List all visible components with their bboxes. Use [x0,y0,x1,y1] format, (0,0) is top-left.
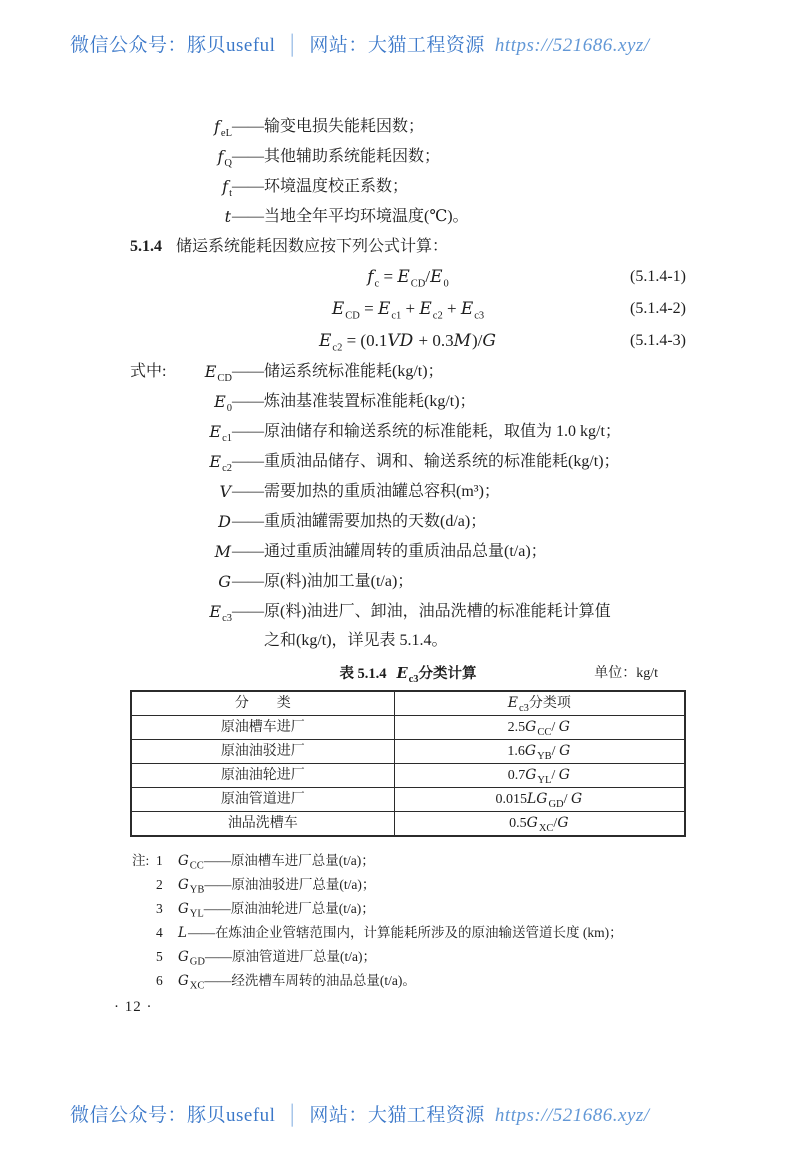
equation-sub: c1 [391,310,402,322]
value-coef: 1.6 [507,744,525,759]
value-subscript: GD [548,798,564,810]
value-slash: / [551,720,559,735]
note-number: 1 [156,853,163,868]
table-label: 表 5.1.4 [339,666,387,682]
definition-dash: —— [204,877,232,892]
note-symbol: G [178,901,189,917]
symbol-subscript: c1 [222,433,232,445]
value-slash: / [551,768,559,783]
watermark-divider: │ [285,1105,300,1126]
symbol [130,567,232,597]
symbol-description: 环境温度校正系数； [264,178,409,195]
value-denominator: G [559,743,571,759]
equation-number: (5.1.4-3) [630,332,686,349]
value-symbol: LG [526,791,548,807]
symbol-letter: E [209,602,222,621]
equation-var: f [367,267,374,287]
note-row [130,873,686,897]
table-row [131,788,685,812]
table-row [131,740,685,764]
note-description: 原油油轮进厂总量(t/a)； [230,901,375,916]
value-cell [394,788,685,812]
equation-op: = [379,267,398,286]
column-header-value [394,691,685,716]
note-description: 原油油驳进厂总量(t/a)； [231,877,376,892]
note-description: 原油槽车进厂总量(t/a)； [230,853,375,868]
symbol-description: 原油储存和输送系统的标准能耗，取值为 1.0 kg/t； [264,423,621,440]
definition-dash: —— [232,178,264,195]
watermark-divider: │ [285,35,300,56]
symbol-definition-row [130,142,686,172]
table-title-text: 分类计算 [418,666,477,682]
document-body [114,112,686,1016]
category-cell: 油品洗槽车 [131,812,394,837]
symbol-subscript: Q [224,158,232,170]
symbol-letter: E [209,452,222,471]
note-symbol: G [178,973,189,989]
note-row [130,921,686,945]
symbol-description: 重质油罐需要加热的天数(d/a)； [264,513,487,530]
watermark-account-text: 微信公众号：豚贝useful [70,35,276,56]
definition-dash: —— [232,393,264,410]
table-row [131,812,685,837]
equation [130,325,686,357]
equation-op: = [359,299,378,318]
table-5-1-4 [130,690,686,837]
table-title-symbol: E [396,665,408,682]
symbol [130,597,232,655]
description-line1: 原(料)油进厂、卸油，油品洗槽的标准能耗计算值 [264,603,611,620]
note-symbol: G [178,853,189,869]
clause-number: 5.1.4 [130,238,162,255]
table-header-row [131,691,685,716]
symbol-letter: M [214,542,231,561]
header-text: 分类项 [528,696,571,711]
symbol-definition-row [130,567,686,597]
note-text [178,873,686,897]
value-denominator: G [558,767,570,783]
symbol-description: 当地全年平均环境温度(℃)。 [264,208,469,225]
symbol [130,142,232,172]
equation [130,261,686,293]
definition-dash: —— [232,453,264,470]
symbol-subscript: CD [217,373,232,385]
note-description: 经洗槽车周转的油品总量(t/a)。 [231,973,416,988]
symbol [130,537,232,567]
where-definition-list [130,357,686,655]
value-cell [394,740,685,764]
definition-dash: —— [232,363,264,380]
note-description: 原油管道进厂总量(t/a)； [231,949,376,964]
symbol-description: 其他辅助系统能耗因数； [264,148,441,165]
symbol-definition-row [130,112,686,142]
value-symbol: G [524,743,537,759]
equation-sub: 0 [443,278,449,290]
watermark-site-text: 网站：大猫工程资源 [309,1105,485,1126]
note-text [178,921,686,945]
equation-sub: c2 [332,342,343,354]
note-row [130,897,686,921]
value-slash: / [563,792,571,807]
value-symbol: G [526,815,538,831]
equation-op: = (0.1 [342,331,388,350]
equation-var: E [430,267,443,287]
symbol [130,417,232,447]
symbol-definition-row [130,507,686,537]
symbol-subscript: t [229,188,232,200]
watermark-account-text: 微信公众号：豚贝useful [70,1105,276,1126]
definition-dash: —— [232,483,264,500]
note-number: 5 [156,949,163,964]
value-subscript: XC [538,822,554,834]
value-denominator: G [571,791,583,807]
definition-dash: —— [203,901,231,916]
value-subscript: YL [537,774,552,786]
note-number: 6 [156,973,163,988]
note-row [130,849,686,873]
equation-op: + [442,299,461,318]
equation-sub: c2 [432,310,443,322]
equation-var: E [419,299,432,319]
value-cell [394,764,685,788]
symbol [130,112,232,142]
symbol-definition-row [130,202,686,232]
symbol [130,477,232,507]
definition-dash: —— [232,543,264,560]
symbol-definition-row [130,447,686,477]
definition-dash: —— [232,148,264,165]
symbol-description [264,597,686,655]
symbol-subscript: 0 [226,403,232,415]
symbol [130,202,232,232]
symbol-description: 输变电损失能耗因数； [264,118,425,135]
where-prefix: 式中: [130,363,167,380]
definition-dash: —— [203,853,231,868]
symbol-description: 需要加热的重质油罐总容积(m³)； [264,483,500,500]
header-subscript: c3 [518,702,529,714]
value-slash: / [553,816,558,831]
equation-var: M [453,331,472,351]
table-unit-label: 单位：kg/t [594,666,658,681]
note-subscript: YL [189,908,204,920]
symbol-definition-list [130,112,686,232]
equation-var: E [397,267,410,287]
note-subscript: XC [189,980,205,992]
symbol-subscript: c3 [222,613,232,625]
column-header-category: 分 类 [131,691,394,716]
clause-title: 储运系统能耗因数应按下列公式计算： [176,238,449,255]
symbol-description: 原(料)油加工量(t/a)； [264,573,414,590]
note-subscript: YB [189,884,205,896]
equation-body [318,331,497,354]
description-line2: 之和(kg/t)，详见表 5.1.4。 [264,632,448,649]
note-label: 注: [132,853,150,868]
note-row [130,969,686,993]
category-cell: 原油油驳进厂 [131,740,394,764]
definition-dash: —— [232,118,264,135]
table-caption [130,662,686,686]
equation-number: (5.1.4-1) [630,268,686,285]
symbol-letter: t [224,207,231,226]
note-symbol: L [178,925,187,941]
equation-block [130,261,686,357]
symbol [130,387,232,417]
note-subscript: GD [189,956,205,968]
clause-heading [130,232,686,261]
symbol-definition-row [130,597,686,655]
watermark-footer [70,1100,650,1127]
value-slash: / [551,744,560,759]
table-row [131,764,685,788]
symbol [130,172,232,202]
equation [130,293,686,325]
symbol-letter: E [204,362,217,381]
symbol [130,507,232,537]
symbol-description: 重质油品储存、调和、输送系统的标准能耗(kg/t)； [264,453,620,470]
value-denominator: G [557,815,569,831]
symbol-definition-row [130,172,686,202]
equation-var: E [377,299,391,319]
equation-sub: c [374,278,380,290]
symbol-definition-row [130,417,686,447]
watermark-url: https://521686.xyz/ [494,1105,650,1126]
note-text [178,897,686,921]
value-coef: 0.5 [509,816,527,831]
header-symbol: E [507,695,518,711]
symbol-letter: f [214,117,220,136]
note-text [178,849,686,873]
value-symbol: G [525,719,537,735]
table-row [131,716,685,740]
note-text [178,969,686,993]
table-title [396,665,477,685]
note-number: 4 [156,925,163,940]
equation-var: E [331,299,345,319]
table-notes [130,849,686,993]
value-subscript: CC [537,726,552,738]
symbol-description: 炼油基准装置标准能耗(kg/t)； [264,393,476,410]
definition-dash: —— [187,925,215,940]
symbol-letter: f [222,177,229,196]
equation-sub: c3 [474,310,485,322]
symbol-description: 通过重质油罐周转的重质油品总量(t/a)； [264,543,547,560]
note-text [178,945,686,969]
note-number: 3 [156,901,163,916]
watermark-site-text: 网站：大猫工程资源 [309,35,485,56]
note-description: 在炼油企业管辖范围内，计算能耗所涉及的原油输送管道长度 (km)； [214,925,623,940]
symbol [130,447,232,477]
watermark-url: https://521686.xyz/ [494,35,650,56]
note-subscript: CC [189,860,204,872]
note-symbol: G [178,877,189,893]
note-row [130,945,686,969]
value-coef: 0.7 [507,768,526,783]
symbol-letter: E [214,392,226,411]
definition-dash: —— [232,603,264,620]
equation-op: + [401,299,420,318]
equation-op: )/ [472,331,483,350]
equation-var: G [482,331,496,351]
definition-dash: —— [204,949,232,964]
symbol-letter: D [218,512,231,531]
equation-op: / [425,267,431,286]
symbol-letter: V [219,482,231,501]
category-cell: 原油管道进厂 [131,788,394,812]
equation-var: VD [387,331,414,351]
definition-dash: —— [232,208,264,225]
category-cell: 原油槽车进厂 [131,716,394,740]
value-coef: 2.5 [507,720,526,735]
table-title-subscript: c3 [408,673,419,685]
value-symbol: G [525,767,537,783]
symbol-definition-row [130,477,686,507]
value-denominator: G [558,719,570,735]
value-subscript: YB [537,750,552,762]
equation-number: (5.1.4-2) [630,300,686,317]
equation-op: + 0.3 [414,331,454,350]
equation-var: E [318,331,332,351]
definition-dash: —— [232,423,264,440]
symbol-letter: G [218,572,231,591]
definition-dash: —— [232,513,264,530]
value-cell [394,812,685,837]
symbol-description: 储运系统标准能耗(kg/t)； [264,363,444,380]
equation-sub: CD [410,278,426,290]
note-number: 2 [156,877,163,892]
symbol-subscript: c2 [222,463,232,475]
page-number: · 12 · [114,999,153,1015]
symbol-letter: f [217,147,224,166]
definition-dash: —— [204,973,232,988]
value-cell [394,716,685,740]
symbol-subscript: eL [220,128,232,140]
equation-sub: CD [345,310,360,322]
category-cell: 原油油轮进厂 [131,764,394,788]
symbol-letter: E [209,422,222,441]
equation-body [367,267,449,290]
note-symbol: G [178,949,189,965]
value-coef: 0.015 [495,792,527,807]
watermark-header [70,30,650,57]
symbol-definition-row [130,357,686,387]
equation-body [331,299,485,322]
symbol-definition-row [130,537,686,567]
definition-dash: —— [232,573,264,590]
symbol-definition-row [130,387,686,417]
equation-var: E [460,299,474,319]
